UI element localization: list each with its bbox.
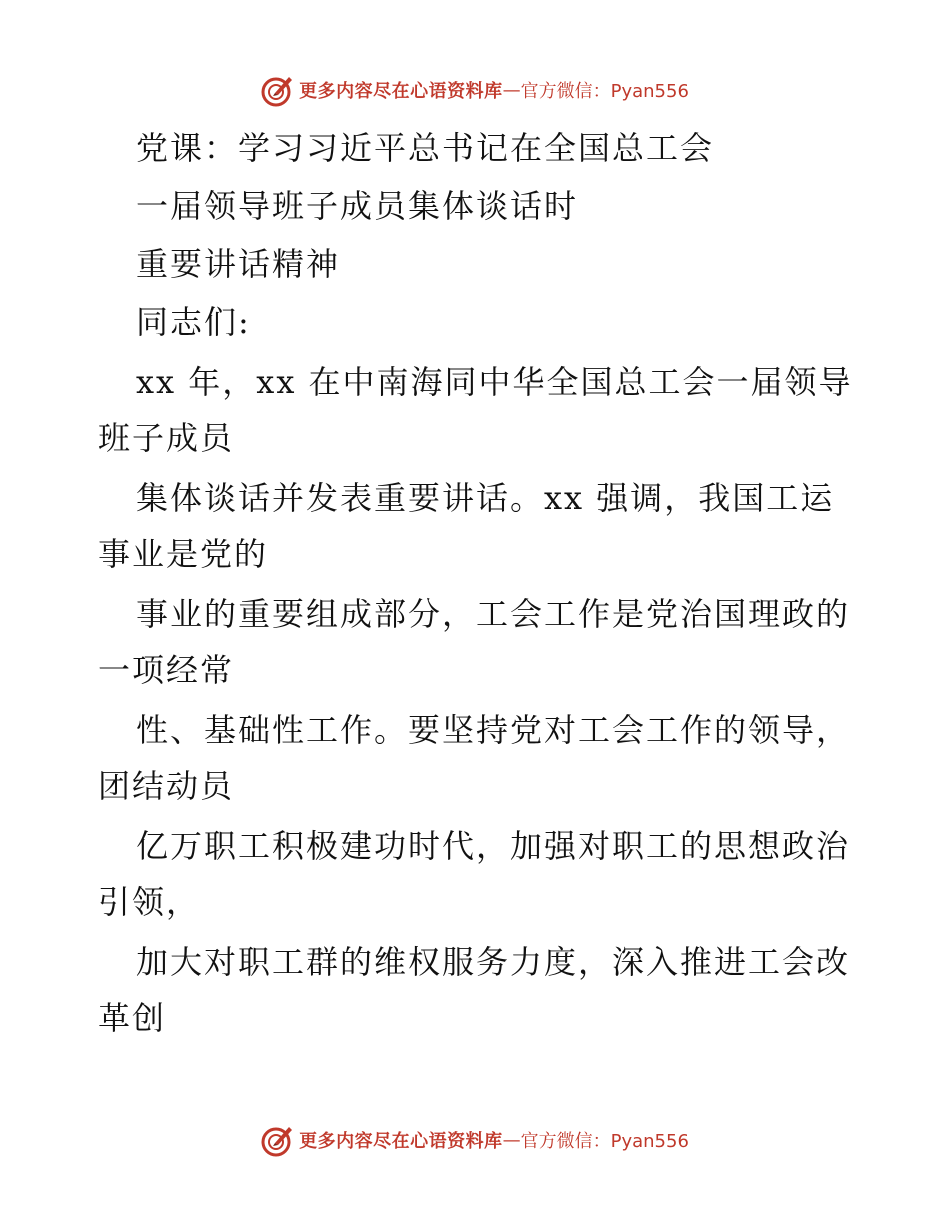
paragraph-line: 团结动员 <box>98 767 235 805</box>
paragraph-line: 集体谈话并发表重要讲话。xx 强调，我国工运 <box>136 479 835 517</box>
doc-title-line-2: 一届领导班子成员集体谈话时 <box>136 187 579 225</box>
doc-title-line-3: 重要讲话精神 <box>136 245 341 283</box>
paragraph-line: 加大对职工群的维权服务力度，深入推进工会改 <box>136 943 851 981</box>
banner-separator: — <box>502 79 521 101</box>
paragraph-line: 引领， <box>98 883 201 921</box>
paragraph-line: 性、基础性工作。要坚持党对工会工作的领导， <box>136 711 851 749</box>
banner-sub-text: 官方微信：Pyan556 <box>520 81 689 102</box>
banner-sub-text: 官方微信：Pyan556 <box>520 1131 689 1152</box>
doc-salutation: 同志们: <box>136 303 251 341</box>
pen-nib-circle-icon <box>261 1123 295 1157</box>
paragraph-line: 事业是党的 <box>98 535 269 573</box>
header-banner <box>0 70 950 110</box>
footer-banner <box>0 1120 950 1160</box>
paragraph-line: 革创 <box>98 999 167 1037</box>
paragraph-line: 事业的重要组成部分，工会工作是党治国理政的 <box>136 595 851 633</box>
doc-title-line-1: 党课：学习习近平总书记在全国总工会 <box>136 129 715 167</box>
paragraph-line: 一项经常 <box>98 651 235 689</box>
paragraph-line: xx 年，xx 在中南海同中华全国总工会一届领导 <box>136 363 853 401</box>
paragraph-line: 班子成员 <box>98 419 235 457</box>
paragraph-line: 亿万职工积极建功时代，加强对职工的思想政治 <box>136 827 851 865</box>
banner-separator: — <box>502 1129 521 1151</box>
banner-main-text: 更多内容尽在心语资料库 <box>299 81 503 102</box>
pen-nib-circle-icon <box>261 73 295 107</box>
banner-main-text: 更多内容尽在心语资料库 <box>299 1131 503 1152</box>
